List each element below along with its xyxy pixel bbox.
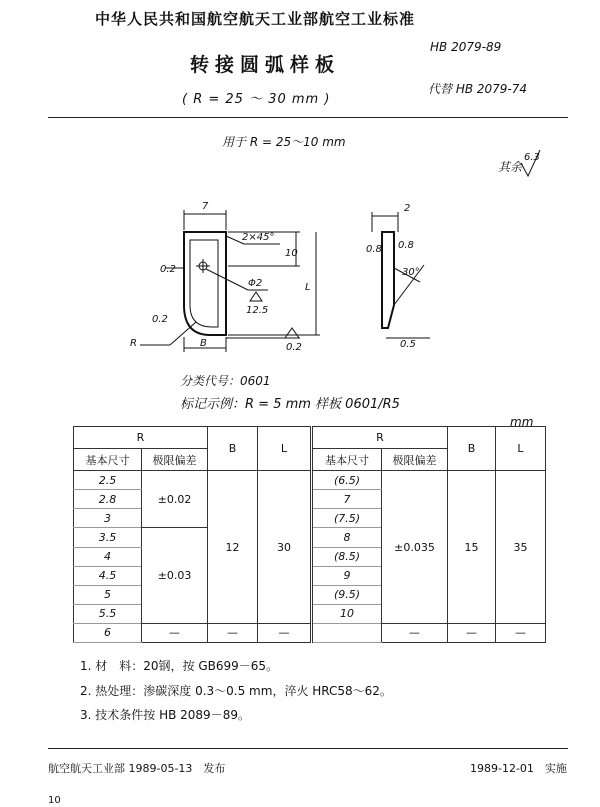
left-size: 2.5	[74, 471, 142, 490]
dim-B: B	[200, 338, 207, 349]
document-subtitle: ( R = 25 ～ 30 mm )	[182, 92, 331, 107]
right-size: 7	[312, 490, 382, 509]
left-L-value: 30	[258, 471, 312, 624]
right-size: (7.5)	[312, 509, 382, 528]
right-tolerance-dash: —	[382, 623, 448, 642]
left-B-dash: —	[208, 623, 258, 642]
right-size: 10	[312, 604, 382, 623]
header-L-left: L	[258, 427, 312, 471]
left-size: 4.5	[74, 566, 142, 585]
footer-divider	[48, 748, 568, 749]
left-L-dash: —	[258, 623, 312, 642]
dim-0.2-left: 0.2	[160, 264, 176, 275]
dim-0.8-right: 0.8	[398, 240, 414, 251]
table-row	[74, 623, 546, 642]
note-material: 1. 材 料：20钢，按 GB699－65。	[80, 659, 279, 673]
header-R-left: R	[74, 427, 208, 449]
note-technical-conditions: 3. 技术条件按 HB 2089－89。	[80, 708, 250, 722]
header-basic-size-left: 基本尺寸	[74, 449, 142, 471]
class-code: 分类代号：0601	[180, 374, 271, 388]
left-size: 2.8	[74, 490, 142, 509]
header-B-left: B	[208, 427, 258, 471]
header-tolerance-right: 极限偏差	[382, 449, 448, 471]
left-size: 3.5	[74, 528, 142, 547]
dim-7: 7	[202, 201, 209, 212]
header-L-right: L	[496, 427, 546, 471]
right-B-dash: —	[448, 623, 496, 642]
left-size: 6	[74, 623, 142, 642]
dim-0.2-bottom: 0.2	[286, 342, 302, 353]
right-tolerance: ±0.035	[382, 471, 448, 624]
standard-number: HB 2079-89	[430, 40, 502, 54]
side-view-outline	[382, 232, 394, 328]
right-L-dash: —	[496, 623, 546, 642]
dim-30deg: 30°	[402, 267, 420, 278]
right-size: (6.5)	[312, 471, 382, 490]
left-size: 4	[74, 547, 142, 566]
header-R-right: R	[312, 427, 448, 449]
header-B-right: B	[448, 427, 496, 471]
dim-0.5: 0.5	[400, 339, 416, 350]
roughness-value: 6.3	[524, 152, 540, 163]
left-size: 5.5	[74, 604, 142, 623]
dimension-table	[73, 426, 546, 643]
dim-chamfer: 2×45°	[242, 232, 275, 243]
header-basic-size-right: 基本尺寸	[312, 449, 382, 471]
dim-2: 2	[404, 203, 411, 214]
replaces-standard: 代替 HB 2079-74	[428, 82, 528, 96]
effective-date: 1989-12-01 实施	[470, 762, 567, 775]
document-title: 转接圆弧样板	[190, 54, 341, 76]
left-tolerance-b: ±0.03	[142, 528, 208, 623]
note-heat-treatment: 2. 热处理：渗碳深度 0.3～0.5 mm，淬火 HRC58～62。	[80, 684, 392, 698]
dim-12.5: 12.5	[246, 305, 269, 316]
dim-0.8-left: 0.8	[366, 244, 382, 255]
dim-L: L	[305, 282, 311, 293]
right-size: 8	[312, 528, 382, 547]
issue-date: 航空航天工业部 1989-05-13 发布	[48, 762, 226, 775]
right-L-value: 35	[496, 471, 546, 624]
right-B-value: 15	[448, 471, 496, 624]
header-tolerance-left: 极限偏差	[142, 449, 208, 471]
dim-10: 10	[285, 248, 298, 259]
left-tolerance-dash: —	[142, 623, 208, 642]
org-standard-heading: 中华人民共和国航空航天工业部航空工业标准	[95, 10, 416, 28]
right-size: 9	[312, 566, 382, 585]
left-B-value: 12	[208, 471, 258, 624]
dim-0.2-mid: 0.2	[152, 314, 168, 325]
right-size: (8.5)	[312, 547, 382, 566]
right-size	[312, 623, 382, 642]
left-tolerance-a: ±0.02	[142, 471, 208, 528]
template-inner-line	[190, 240, 218, 327]
right-size: (9.5)	[312, 585, 382, 604]
left-size: 5	[74, 585, 142, 604]
left-size: 3	[74, 509, 142, 528]
dim-R: R	[130, 338, 137, 349]
dim-phi2: Φ2	[248, 278, 263, 289]
marking-example: 标记示例：R = 5 mm 样板 0601/R5	[180, 397, 400, 412]
page-number: 10	[48, 795, 61, 806]
table-row	[74, 471, 546, 490]
roughness-label: 其余	[498, 160, 523, 174]
scope-text: 用于 R = 25～10 mm	[222, 135, 346, 149]
table-unit: mm	[510, 415, 534, 429]
